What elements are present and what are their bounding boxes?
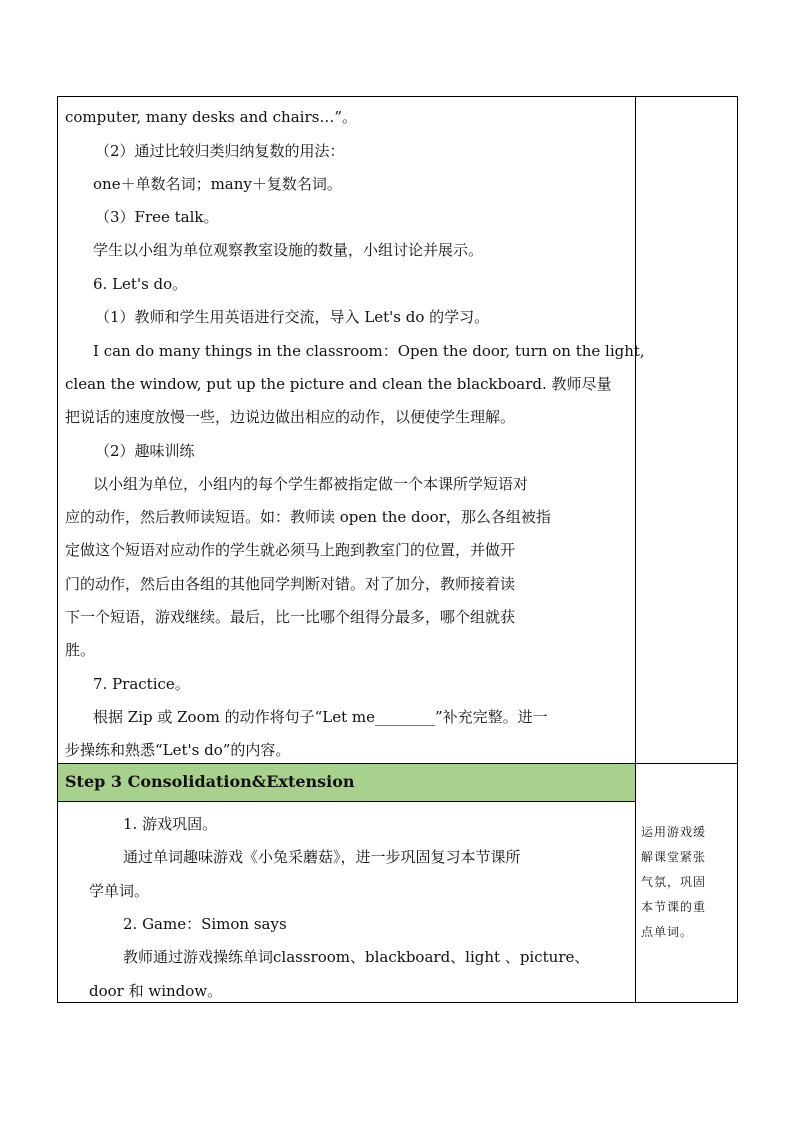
procedure-line: 以小组为单位，小组内的每个学生都被指定做一个本课所学短语对: [93, 475, 529, 493]
step3-line: 通过单词趣味游戏《小兔采蘑菇》，进一步巩固复习本节课所: [123, 848, 521, 866]
step3-line: 教师通过游戏操练单词classroom、blackboard、light 、picture、: [123, 948, 590, 966]
step3-line: 1. 游戏巩固。: [123, 815, 218, 833]
note-line: 点单词。: [641, 925, 694, 939]
procedure-line: one＋单数名词；many＋复数名词。: [93, 175, 342, 193]
procedure-line: I can do many things in the classroom：Open the door, turn on the light,: [93, 342, 645, 360]
procedure-line: 把说话的速度放慢一些，边说边做出相应的动作，以便使学生理解。: [65, 408, 516, 426]
row-divider-header: [57, 801, 636, 802]
step3-line: 2. Game：Simon says: [123, 915, 287, 933]
procedure-line: 定做这个短语对应动作的学生就必须马上跑到教室门的位置，并做开: [65, 541, 516, 559]
procedure-line: （1）教师和学生用英语进行交流，导入 Let's do 的学习。: [95, 308, 490, 326]
note-line: 气氛，巩固: [641, 875, 707, 889]
procedure-line: 下一个短语，游戏继续。最后，比一比哪个组得分最多，哪个组就获: [65, 608, 516, 626]
procedure-line: （2）趣味训练: [95, 442, 195, 460]
procedure-line: 胜。: [65, 641, 96, 659]
step3-line: door 和 window。: [89, 982, 223, 1000]
step3-line: 学单词。: [89, 882, 150, 900]
procedure-line: computer, many desks and chairs…”。: [65, 108, 357, 126]
column-divider: [635, 96, 636, 1003]
lesson-plan-table: [57, 96, 738, 1003]
procedure-line: 7. Practice。: [93, 675, 190, 693]
procedure-line: （2）通过比较归类归纳复数的用法：: [95, 142, 345, 160]
procedure-line: 步操练和熟悉“Let's do”的内容。: [65, 741, 291, 759]
procedure-line: （3）Free talk。: [95, 208, 219, 226]
procedure-line: 应的动作，然后教师读短语。如：教师读 open the door，那么各组被指: [65, 508, 551, 526]
table-border-left: [57, 96, 58, 1003]
procedure-line: 6. Let's do。: [93, 275, 188, 293]
procedure-line: clean the window, put up the picture and clean the blackboard. 教师尽量: [65, 375, 612, 393]
note-line: 解课堂紧张: [641, 850, 707, 864]
table-border-right: [737, 96, 738, 1003]
note-line: 本节课的重: [641, 900, 707, 914]
procedure-line: 根据 Zip 或 Zoom 的动作将句子“Let me________”补充完整。进一: [93, 708, 548, 726]
procedure-line: 门的动作，然后由各组的其他同学判断对错。对了加分，教师接着读: [65, 575, 516, 593]
step3-title: Step 3 Consolidation&Extension: [65, 772, 355, 791]
note-line: 运用游戏缓: [641, 825, 707, 839]
procedure-line: 学生以小组为单位观察教室设施的数量，小组讨论并展示。: [93, 241, 484, 259]
